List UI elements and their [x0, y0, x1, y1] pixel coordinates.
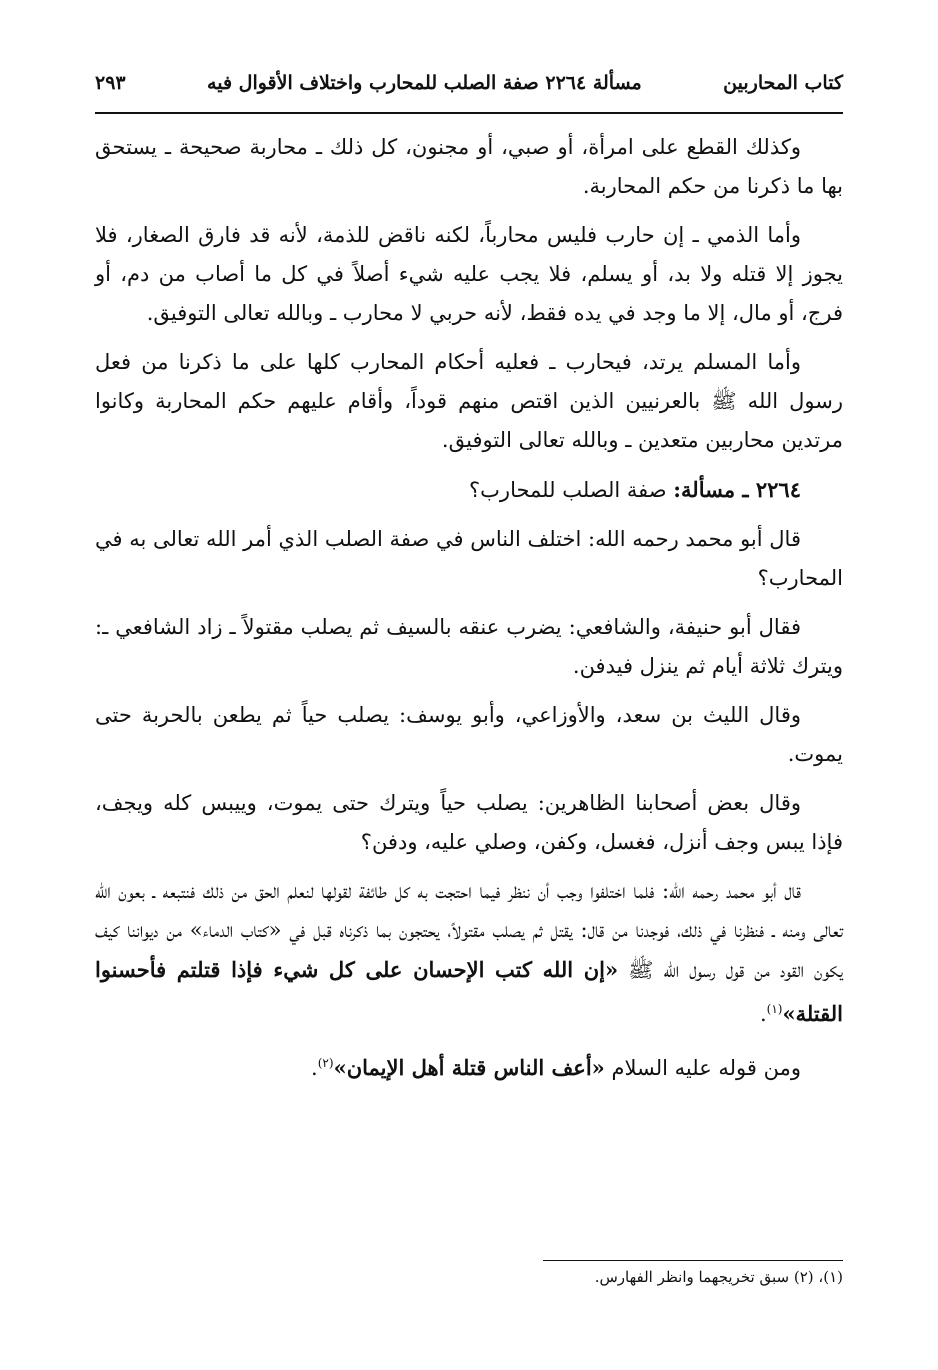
paragraph-8 — [95, 872, 843, 1034]
hadith-quote-1: «إن الله كتب الإحسان على كل شيء فإذا قتلتم فأحسنوا القتلة» — [95, 957, 843, 1026]
paragraph-8-text: قال أبو محمد رحمه الله: فلما اختلفوا وجب أن ننظر فيما احتجت به كل طائفة لقولها لنعلم الحق من ذلك فنتبعه ـ بعون الله تعالى ومنه ـ فنظرنا في ذلك، فوجدنا من قال: يقتل ثم يصلب مقتولاً، يحتجون بما ذكرناه قبل في «كتاب الدماء» من ديواننا كيف يكون القود من قول رسول الله ﷺ — [95, 879, 843, 982]
paragraph-1: وكذلك القطع على امرأة، أو صبي، أو مجنون، كل ذلك ـ محاربة صحيحة ـ يستحق بها ما ذكرنا من حكم المحاربة. — [95, 135, 843, 198]
paragraph-2: وأما الذمي ـ إن حارب فليس محارباً، لكنه ناقض للذمة، لأنه قد فارق الصغار، فلا يجوز إلا قتله ولا بد، أو يسلم، فلا يجب عليه شيء أصلاً في كل ما أصاب من دم، أو فرج، أو مال، إلا ما وجد في يده فقط، لأنه حربي لا محارب ـ وبالله تعالى التوفيق. — [95, 223, 843, 325]
paragraph-6: وقال الليث بن سعد، والأوزاعي، وأبو يوسف: يصلب حياً ثم يطعن بالحربة حتى يموت. — [95, 703, 843, 766]
footnote-divider — [543, 1260, 843, 1261]
paragraph-3: وأما المسلم يرتد، فيحارب ـ فعليه أحكام المحارب كلها على ما ذكرنا من فعل رسول الله ﷺ بالعرنيين الذين اقتص منهم قوداً، وأقام عليهم حكم المحاربة وكانوا مرتدين محاربين متعدين ـ وبالله تعالى التوفيق. — [95, 350, 843, 452]
header-book-title: كتاب المحاربين — [723, 72, 843, 94]
book-page — [95, 72, 843, 1312]
paragraph-5: فقال أبو حنيفة، والشافعي: يضرب عنقه بالسيف ثم يصلب مقتولاً ـ زاد الشافعي ـ: ويترك ثلاثة أيام ثم ينزل فيدفن. — [95, 615, 843, 678]
page-body — [95, 128, 843, 1088]
page-number: ٢٩٣ — [95, 72, 126, 94]
paragraph-9-end: . — [311, 1056, 318, 1080]
paragraph-4: قال أبو محمد رحمه الله: اختلف الناس في صفة الصلب الذي أمر الله تعالى به في المحارب؟ — [95, 527, 843, 590]
paragraph-8-end: . — [759, 1002, 767, 1026]
paragraph-7: وقال بعض أصحابنا الظاهرين: يصلب حياً ويترك حتى يموت، وييبس كله ويجف، فإذا يبس وجف أنزل، فغسل، وكفن، وصلي عليه، ودفن؟ — [95, 791, 843, 854]
footnote-ref-1: (١) — [766, 1002, 783, 1016]
footnote: (١)، (٢) سبق تخريجهما وانظر الفهارس. — [594, 1268, 843, 1286]
section-heading — [95, 470, 843, 510]
paragraph-9-text: ومن قوله عليه السلام — [611, 1056, 801, 1080]
section-number: ٢٢٦٤ ـ مسألة: — [673, 477, 801, 502]
header-section-title: مسألة ٢٢٦٤ صفة الصلب للمحارب واختلاف الأقوال فيه — [207, 72, 642, 94]
footnote-ref-2: (٢) — [317, 1056, 334, 1070]
hadith-quote-2: «أعف الناس قتلة أهل الإيمان» — [333, 1055, 605, 1080]
section-title: صفة الصلب للمحارب؟ — [469, 478, 667, 502]
running-header — [95, 72, 843, 114]
paragraph-9 — [95, 1044, 843, 1088]
